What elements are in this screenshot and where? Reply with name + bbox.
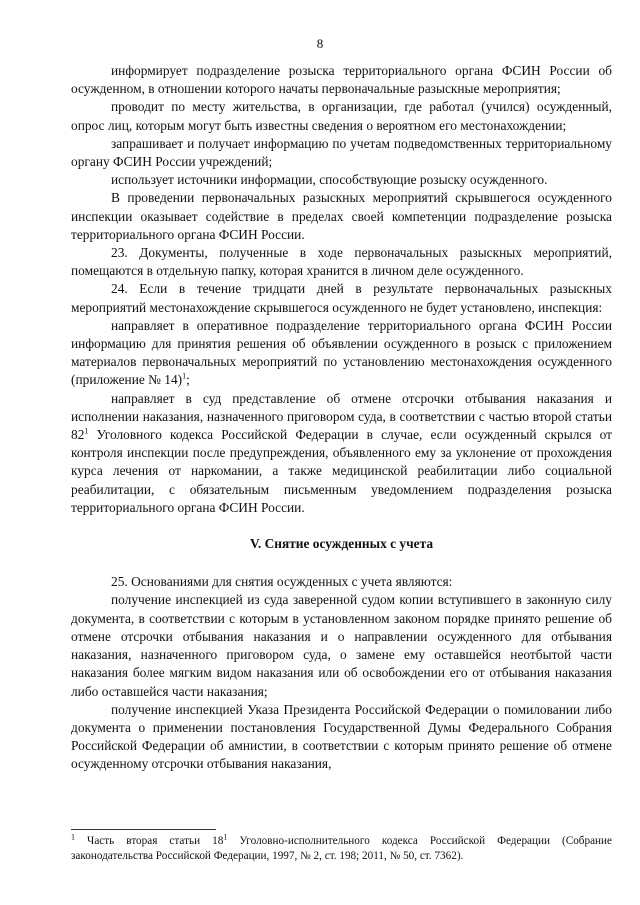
page-number: 8 <box>316 36 324 51</box>
paragraph-with-footnote <box>71 317 612 390</box>
document-body <box>71 62 612 774</box>
article-superscript: 1 <box>84 426 89 436</box>
footnote <box>71 834 612 864</box>
paragraph: получение инспекцией Указа Президента Российской Федерации о помиловании либо документа о применении постановления Государственной Думы Федерального Собрания Российской Федерации об амнистии, в соответствии с которым принято решение об отмене осужденному отсрочки отбывания наказания, <box>71 701 612 772</box>
paragraph: 25. Основаниями для снятия осужденных с учета являются: <box>111 574 453 590</box>
paragraph-text: направляет в суд представление об отмене отсрочки отбывания наказания и исполнении наказания, назначенного приговором суда, в соответствии с частью второй статьи 82 <box>71 390 612 443</box>
paragraph-text: Уголовного кодекса Российской Федерации в случае, если осужденный скрылся от контроля инспекции после предупреждения, объявленного ему за уклонение от прохождения курса лечения от наркомании, а также медицинской реабилитации либо социальной реабилитации, с обязательным письменным уведомлением подразделения розыска территориального органа ФСИН России. <box>71 427 612 515</box>
paragraph: проводит по месту жительства, в организации, где работал (учился) осужденный, опрос лиц, которым могут быть известны сведения о вероятном его местонахождении; <box>71 99 612 133</box>
paragraph-court <box>71 390 612 517</box>
footnote-text: Уголовно-исполнительного кодекса Российской Федерации (Собрание законодательства Российской Федерации, 1997, № 2, ст. 198; 2011, № 50, ст. 7362). <box>71 835 612 862</box>
paragraph: получение инспекцией из суда заверенной судом копии вступившего в законную силу документа, в соответствии с которым в установленном законом порядке принято решение об отмене отсрочки отбывания наказания и о направлении осужденного для отбывания наказания, назначенного приговором суда, о замене ему оставшейся неотбытой части наказания более мягким видом наказания или об освобождении его от отбывания наказания либо оставшейся части наказания; <box>71 592 612 699</box>
paragraph-punctuation: ; <box>186 372 190 388</box>
section-heading: V. Снятие осужденных с учета <box>249 536 434 552</box>
paragraph: использует источники информации, способствующие розыску осужденного. <box>111 172 548 188</box>
paragraph: 23. Документы, полученные в ходе первоначальных разыскных мероприятий, помещаются в отдельную папку, которая хранится в личном деле осужденного. <box>71 245 612 279</box>
footnote-divider <box>71 829 216 830</box>
footnote-text: Часть вторая статьи 18 <box>75 835 224 847</box>
paragraph: запрашивает и получает информацию по учетам подведомственных территориальному органу ФСИН России учреждений; <box>71 135 612 170</box>
footnote-article-superscript: 1 <box>223 832 228 842</box>
paragraph: информирует подразделение розыска территориального органа ФСИН России об осужденном, в отношении которого начаты первоначальные разыскные мероприятия; <box>71 63 612 97</box>
paragraph: 24. Если в течение тридцати дней в результате первоначальных разыскных мероприятий местонахождение скрывшегося осужденного не будет установлено, инспекция: <box>71 281 612 315</box>
paragraph-text: направляет в оперативное подразделение территориального органа ФСИН России информацию для принятия решения об объявлении осужденного в розыск с приложением материалов первоначальных мероприятий по установлению местонахождения осужденного (приложение № 14) <box>71 317 612 388</box>
footnote-reference: 1 <box>182 371 187 381</box>
paragraph: В проведении первоначальных разыскных мероприятий скрывшегося осужденного инспекции оказывает содействие в пределах своей компетенции подразделение розыска территориального органа ФСИН России. <box>71 190 612 242</box>
footnote-mark: 1 <box>71 832 75 842</box>
